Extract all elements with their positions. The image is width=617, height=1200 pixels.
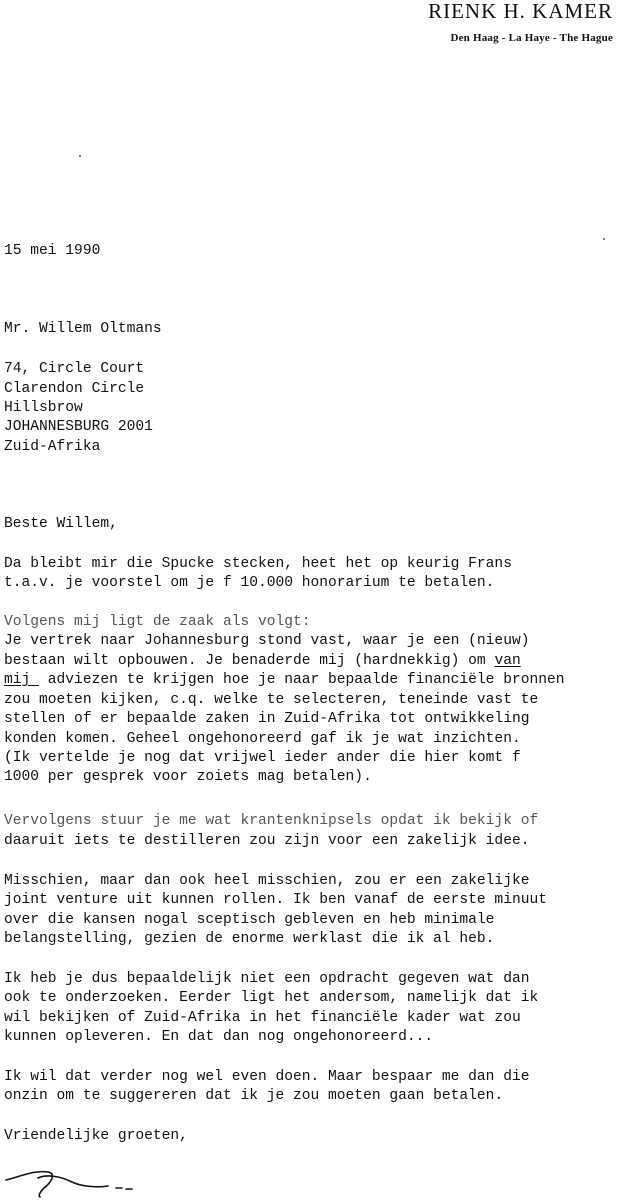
paragraph-line: ook te onderzoeken. Eerder ligt het andersom, namelijk dat ik [4,990,539,1006]
paragraph-line: stellen of er bepaalde zaken in Zuid-Afrika tot ontwikkeling [4,711,530,727]
paragraph-line: Da bleibt mir die Spucke stecken, heet het op keurig Frans [4,556,512,572]
letterhead [428,0,613,44]
paragraph-line [4,652,521,670]
letterhead-cities: Den Haag - La Haye - The Hague [450,32,613,44]
paragraph-line: Vervolgens stuur je me wat krantenknipsels opdat ik bekijk of [4,813,539,829]
address-line: Zuid-Afrika [4,439,101,455]
paragraph-line: zou moeten kijken, c.q. welke te selecteren, teneinde vast te [4,692,539,708]
paragraph-line: 1000 per gesprek voor zoiets mag betalen). [4,769,372,785]
recipient-name: Mr. Willem Oltmans [4,321,162,337]
paragraph-line: kunnen opleveren. En dat dan nog ongehonoreerd... [4,1029,434,1045]
signature [4,1158,204,1198]
scan-speck [603,238,605,240]
closing: Vriendelijke groeten, [4,1128,188,1144]
paragraph-line: t.a.v. je voorstel om je f 10.000 honorarium te betalen. [4,575,495,591]
paragraph-line: onzin om te suggereren dat ik je zou moeten gaan betalen. [4,1088,504,1104]
address-line: JOHANNESBURG 2001 [4,419,153,435]
scan-speck [79,155,81,157]
paragraph-line: joint venture uit kunnen rollen. Ik ben vanaf de eerste minuut [4,892,547,908]
paragraph-line: Misschien, maar dan ook heel misschien, zou er een zakelijke [4,873,530,889]
text-segment: adviezen te krijgen hoe je naar bepaalde financiële bronnen [39,672,565,688]
underlined-text: van [494,653,521,669]
address-line: 74, Circle Court [4,361,145,377]
salutation: Beste Willem, [4,516,118,532]
underlined-text: mij [4,672,40,688]
paragraph-line: Je vertrek naar Johannesburg stond vast, waar je een (nieuw) [4,633,530,649]
paragraph-line: wil bekijken of Zuid-Afrika in het financiële kader wat zou [4,1010,521,1026]
paragraph-line: Ik heb je dus bepaaldelijk niet een opdracht gegeven wat dan [4,971,530,987]
address-line: Clarendon Circle [4,381,145,397]
paragraph-line: daaruit iets te destilleren zou zijn voor een zakelijk idee. [4,833,530,849]
paragraph-line [4,671,565,689]
letterhead-name: RIENK H. KAMER [428,0,613,23]
paragraph-lead: Volgens mij ligt de zaak als volgt: [4,614,311,630]
letter-date: 15 mei 1990 [4,243,101,259]
address-line: Hillsbrow [4,400,83,416]
paragraph-line: belangstelling, gezien de enorme werklast die ik al heb. [4,931,495,947]
paragraph-line: Ik wil dat verder nog wel even doen. Maar bespaar me dan die [4,1069,530,1085]
paragraph-line: konden komen. Geheel ongehonoreerd gaf ik je wat inzichten. [4,731,521,747]
text-segment: bestaan wilt opbouwen. Je benaderde mij (hardnekkig) om [4,653,495,669]
paragraph-line: (Ik vertelde je nog dat vrijwel ieder ander die hier komt f [4,750,521,766]
paragraph-line: over die kansen nogal sceptisch gebleven en heb minimale [4,912,495,928]
